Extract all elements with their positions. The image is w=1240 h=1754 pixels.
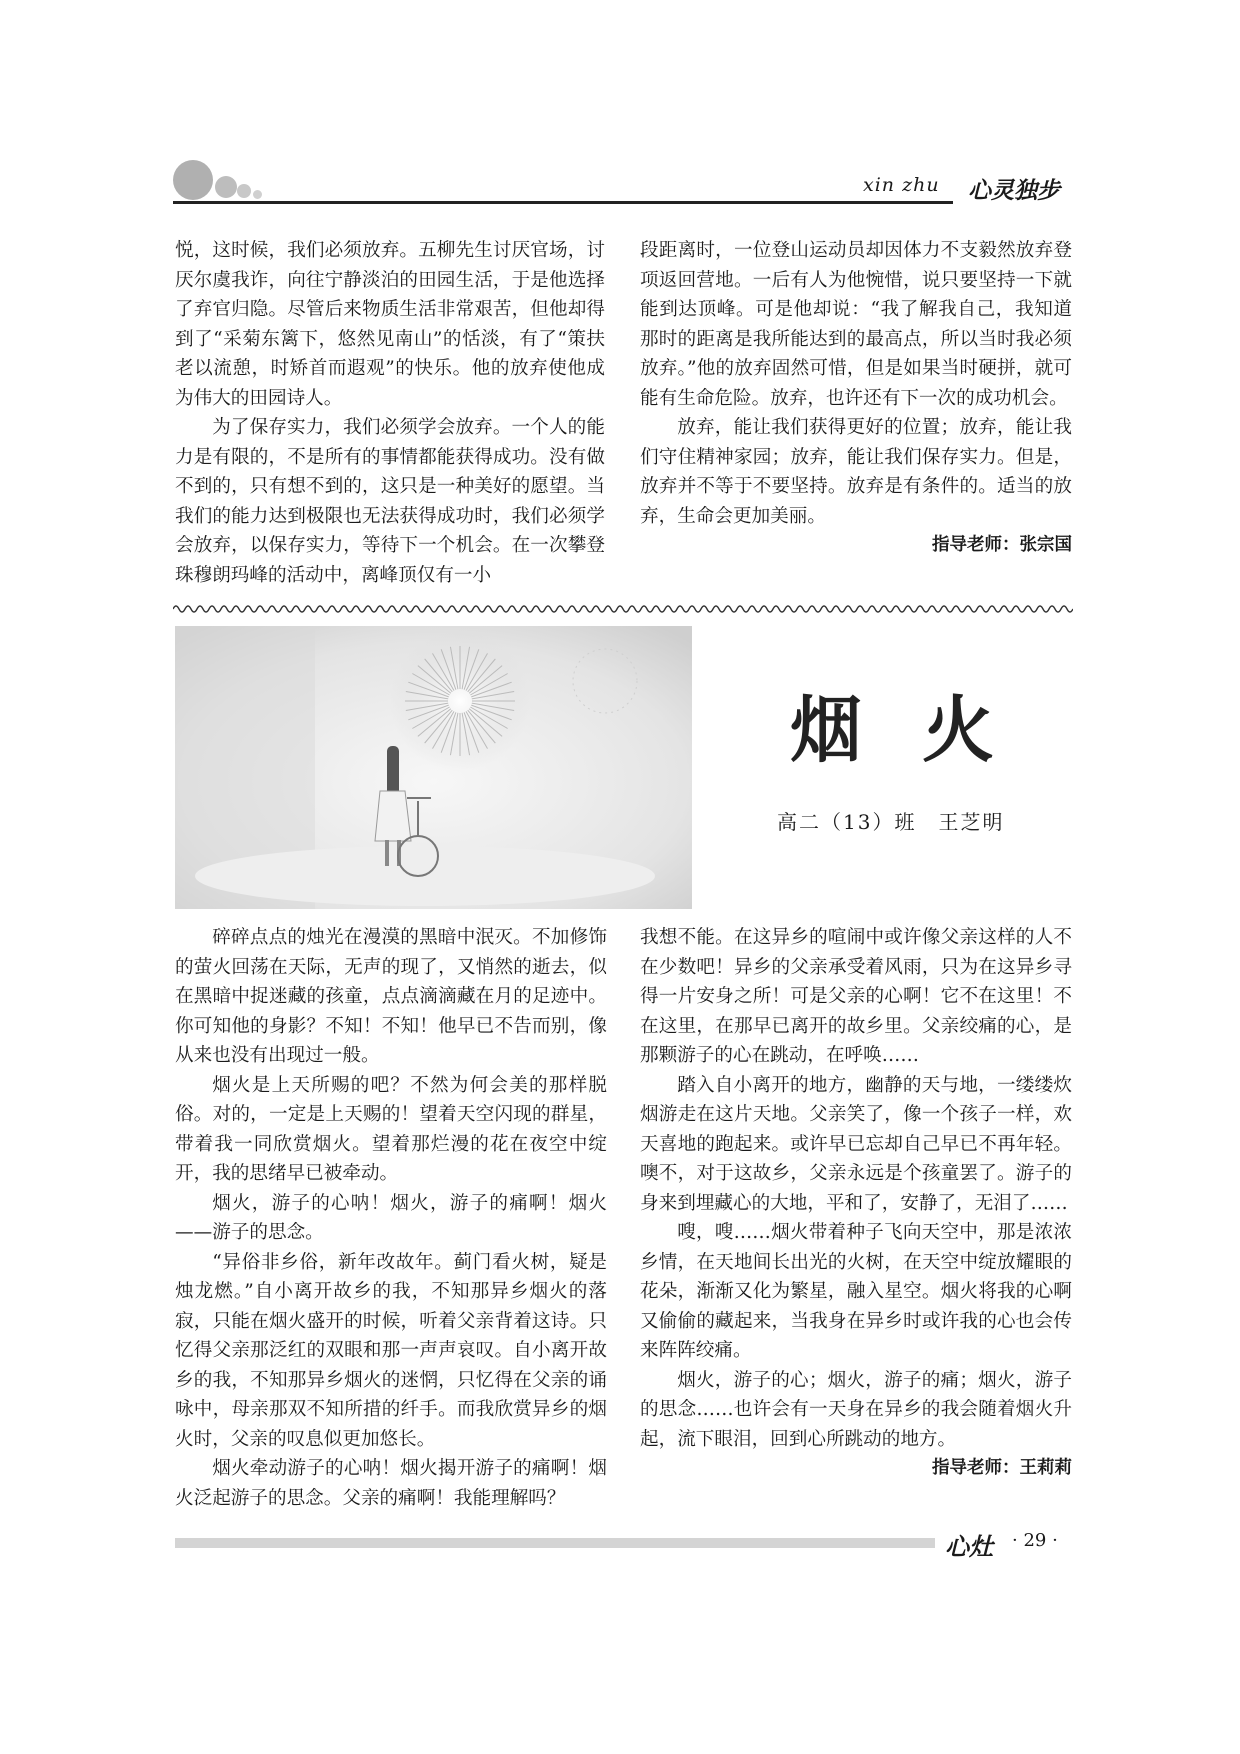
paragraph: 踏入自小离开的地方，幽静的天与地，一缕缕炊烟游走在这片天地。父亲笑了，像一个孩子一样，欢天喜地的跑起来。或许早已忘却自己早已不再年轻。噢不，对于这故乡，父亲永远是个孩童罢了。游子的身来到埋藏心的大地，平和了，安静了，无泪了…… bbox=[640, 1074, 1072, 1214]
header-rule bbox=[173, 201, 953, 204]
article1-right-column bbox=[640, 236, 1072, 561]
section-pinyin: xin zhu bbox=[863, 174, 940, 196]
page-header bbox=[173, 160, 1073, 210]
paragraph: 嗖，嗖……烟火带着种子飞向天空中，那是浓浓乡情，在天地间长出光的火树，在天空中绽放耀眼的花朵，渐渐又化为繁星，融入星空。烟火将我的心啊又偷偷的藏起来，当我身在异乡时或许我的心也会传来阵阵绞痛。 bbox=[640, 1222, 1072, 1361]
paragraph: 放弃，能让我们获得更好的位置；放弃，能让我们守住精神家园；放弃，能让我们保存实力。但是，放弃并不等于不要坚持。放弃是有条件的。适当的放弃，生命会更加美丽。 bbox=[640, 417, 1072, 527]
paragraph: 我想不能。在这异乡的喧闹中或许像父亲这样的人不在少数吧！异乡的父亲承受着风雨，只为在这异乡寻得一片安身之所！可是父亲的心啊！它不在这里！不在这里，在那早已离开的故乡里。父亲绞痛的心，是那颗游子的心在跳动，在呼唤…… bbox=[640, 927, 1072, 1066]
illustration-girl-fireworks bbox=[175, 626, 692, 909]
section-title: 心灵独步 bbox=[968, 178, 1060, 204]
paragraph: 烟火牵动游子的心呐！烟火揭开游子的痛啊！烟火泛起游子的思念。父亲的痛啊！我能理解吗？ bbox=[175, 1458, 607, 1509]
teacher-credit: 指导老师：张宗国 bbox=[932, 535, 1072, 555]
article2-left-column bbox=[175, 923, 607, 1513]
paragraph: 为了保存实力，我们必须学会放弃。一个人的能力是有限的，不是所有的事情都能获得成功。没有做不到的，只有想不到的，这只是一种美好的愿望。当我们的能力达到极限也无法获得成功时，我们必须学会放弃，以保存实力，等待下一个机会。在一次攀登珠穆朗玛峰的活动中，离峰顶仅有一小 bbox=[175, 417, 605, 586]
article1-left-column bbox=[175, 236, 605, 590]
magazine-name: 心灶 bbox=[945, 1532, 993, 1561]
paragraph: 段距离时，一位登山运动员却因体力不支毅然放弃登项返回营地。一后有人为他惋惜，说只要坚持一下就能到达顶峰。可是他却说：“我了解我自己，我知道那时的距离是我所能达到的最高点，所以当时我必须放弃。”他的放弃固然可惜，但是如果当时硬拼，就可能有生命危险。放弃，也许还有下一次的成功机会。 bbox=[640, 240, 1072, 409]
paragraph: 烟火是上天所赐的吧？不然为何会美的那样脱俗。对的，一定是上天赐的！望着天空闪现的群星，带着我一同欣赏烟火。望着那烂漫的花在夜空中绽开，我的思绪早已被牵动。 bbox=[175, 1074, 607, 1184]
article-title: 烟火 bbox=[790, 688, 1055, 772]
article-byline: 高二（13）班 王芝明 bbox=[777, 810, 1005, 834]
wave-divider bbox=[173, 602, 1073, 616]
page-number: · 29 · bbox=[1012, 1530, 1058, 1551]
paragraph: “异俗非乡俗，新年改故年。蓟门看火树，疑是烛龙燃。”自小离开故乡的我，不知那异乡烟火的落寂，只能在烟火盛开的时候，听着父亲背着这诗。只忆得父亲那泛红的双眼和那一声声哀叹。自小离开故乡的我，不知那异乡烟火的迷惘，只忆得在父亲的诵咏中，母亲那双不知所措的纤手。而我欣赏异乡的烟火时，父亲的叹息似更加悠长。 bbox=[175, 1251, 607, 1450]
teacher-credit: 指导老师：王莉莉 bbox=[932, 1458, 1072, 1478]
paragraph: 烟火，游子的心呐！烟火，游子的痛啊！烟火——游子的思念。 bbox=[175, 1192, 607, 1243]
article2-right-column bbox=[640, 923, 1072, 1484]
paragraph: 烟火，游子的心；烟火，游子的痛；烟火，游子的思念……也许会有一天身在异乡的我会随着烟火升起，流下眼泪，回到心所跳动的地方。 bbox=[640, 1369, 1072, 1450]
paragraph: 悦，这时候，我们必须放弃。五柳先生讨厌官场，讨厌尔虞我诈，向往宁静淡泊的田园生活，于是他选择了弃官归隐。尽管后来物质生活非常艰苦，但他却得到了“采菊东篱下，悠然见南山”的恬淡，有了“策扶老以流憩，时矫首而遐观”的快乐。他的放弃使他成为伟大的田园诗人。 bbox=[175, 240, 605, 409]
paragraph: 碎碎点点的烛光在漫漠的黑暗中泯灭。不加修饰的萤火回荡在天际，无声的现了，又悄然的逝去，似在黑暗中捉迷藏的孩童，点点滴滴藏在月的足迹中。你可知他的身影？不知！不知！他早已不告而别，像从来也没有出现过一般。 bbox=[175, 927, 607, 1066]
footer-bar bbox=[175, 1538, 935, 1548]
